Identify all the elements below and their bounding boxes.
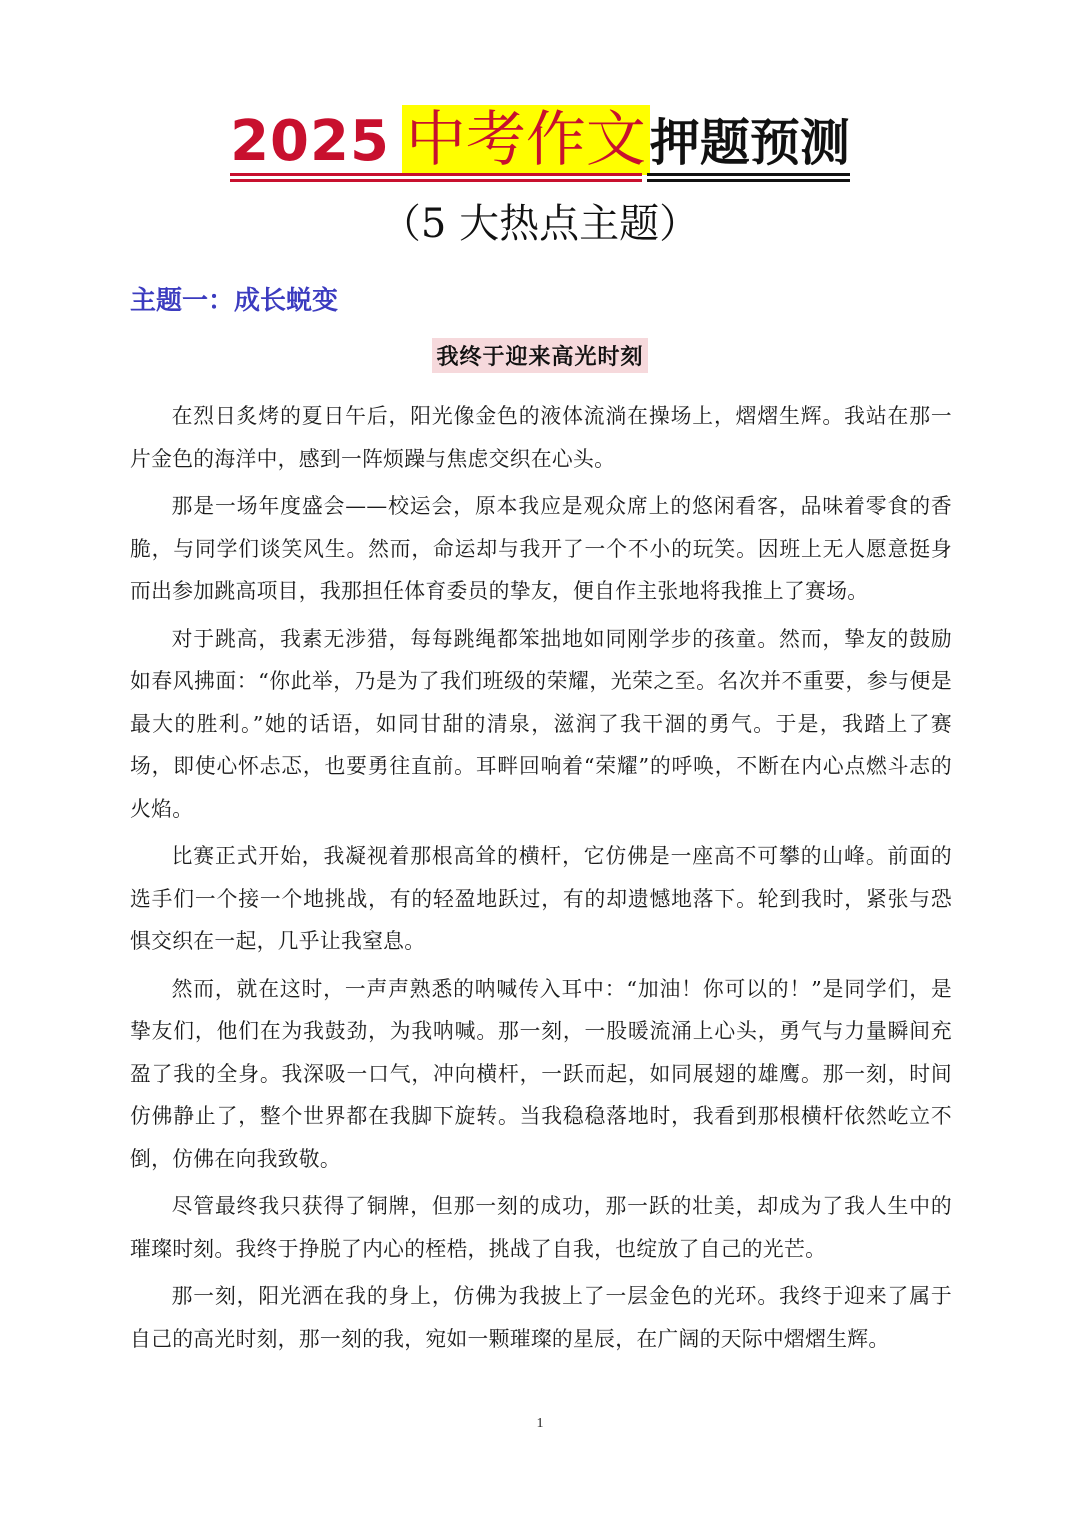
- paragraph: 那是一场年度盛会——校运会，原本我应是观众席上的悠闲看客，品味着零食的香脆，与同学们谈笑风生。然而，命运却与我开了一个不小的玩笑。因班上无人愿意挺身而出参加跳高项目，我那担任体育委员的挚友，便自作主张地将我推上了赛场。: [130, 494, 952, 603]
- subtitle: （5 大热点主题）: [380, 201, 700, 247]
- paragraph: 对于跳高，我素无涉猎，每每跳绳都笨拙地如同刚学步的孩童。然而，挚友的鼓励如春风拂面：“你此举，乃是为了我们班级的荣耀，光荣之至。名次并不重要，参与便是最大的胜利。”她的话语，如同甘甜的清泉，滋润了我干涸的勇气。于是，我踏上了赛场，即使心怀忐忑，也要勇往直前。耳畔回响着“荣耀”的呼唤，不断在内心点燃斗志的火焰。: [130, 626, 952, 821]
- paragraph: 比赛正式开始，我凝视着那根高耸的横杆，它仿佛是一座高不可攀的山峰。前面的选手们一个接一个地挑战，有的轻盈地跃过，有的却遗憾地落下。轮到我时，紧张与恐惧交织在一起，几乎让我窒息。: [130, 844, 952, 953]
- page-number: 1: [536, 1416, 544, 1431]
- title-underline-black: [647, 173, 850, 182]
- theme-heading: 主题一：成长蜕变: [130, 286, 339, 316]
- paragraph: 然而，就在这时，一声声熟悉的呐喊传入耳中：“加油！你可以的！”是同学们，是挚友们，他们在为我鼓劲，为我呐喊。那一刻，一股暖流涌上心头，勇气与力量瞬间充盈了我的全身。我深吸一口气，冲向横杆，一跃而起，如同展翅的雄鹰。那一刻，时间仿佛静止了，整个世界都在我脚下旋转。当我稳稳落地时，我看到那根横杆依然屹立不倒，仿佛在向我致敬。: [130, 976, 952, 1171]
- title-year: 2025: [230, 109, 390, 174]
- paragraph: 尽管最终我只获得了铜牌，但那一刻的成功，那一跃的壮美，却成为了我人生中的璀璨时刻。我终于挣脱了内心的桎梏，挑战了自我，也绽放了自己的光芒。: [130, 1194, 952, 1261]
- paragraph: 那一刻，阳光洒在我的身上，仿佛为我披上了一层金色的光环。我终于迎来了属于自己的高光时刻，那一刻的我，宛如一颗璀璨的星辰，在广阔的天际中熠熠生辉。: [130, 1284, 952, 1351]
- title-wrapper: [230, 92, 850, 188]
- paragraph: 在烈日炙烤的夏日午后，阳光像金色的液体流淌在操场上，熠熠生辉。我站在那一片金色的海洋中，感到一阵烦躁与焦虑交织在心头。: [130, 404, 952, 471]
- title-underline-red: [230, 173, 642, 182]
- essay-body: [130, 395, 952, 1365]
- title-highlight: 中考作文: [402, 105, 650, 175]
- main-title: [0, 92, 1080, 188]
- essay-title-row: [0, 338, 1080, 373]
- title-rest: 押题预测: [649, 113, 850, 172]
- essay-title: 我终于迎来高光时刻: [432, 338, 647, 373]
